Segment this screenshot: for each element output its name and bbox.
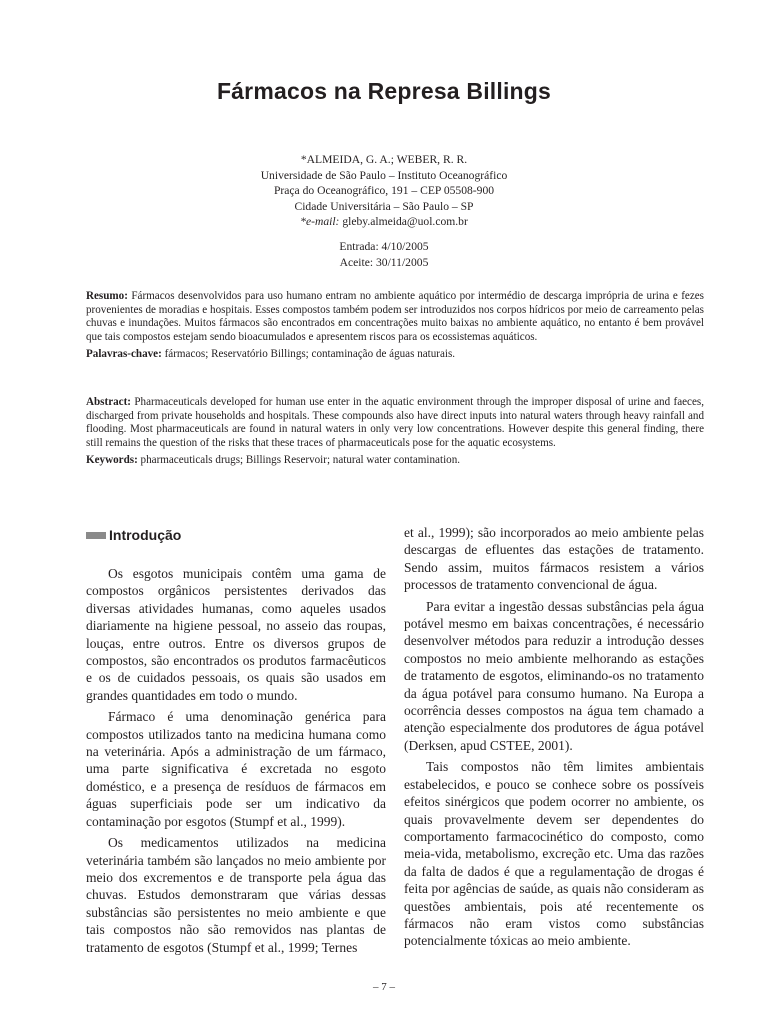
date-accepted: Aceite: 30/11/2005 <box>339 256 429 269</box>
body-paragraph: Para evitar a ingestão dessas substâncias pela água potável mesmo em baixas concentrações, é necessário desenvolver métodos para reduzir a introdução desses compostos no meio ambiente melhorando as estações de tratamento de esgotos, eliminando-os no tratamento da água potável para consumo humano. Na Europa a ocorrência desses compostos na água tem chamado a atenção especialmente dos produtores de água potável (Derksen, apud CSTEE, 2001). <box>404 598 704 753</box>
date-received: Entrada: 4/10/2005 <box>339 240 429 253</box>
palavras-chave <box>86 348 704 362</box>
affiliation-line: Praça do Oceanográfico, 191 – CEP 05508-900 <box>273 184 495 198</box>
section-heading-text: Introdução <box>109 527 182 543</box>
left-column <box>86 565 386 960</box>
section-heading-introducao <box>86 527 181 543</box>
email-line <box>0 214 768 230</box>
affiliation-line: Universidade de São Paulo – Instituto Oceanográfico <box>260 168 508 182</box>
abstract-text: Pharmaceuticals developed for human use enter in the aquatic environment through the improper disposal of urine and faeces, discharged from private households and hospitals. These compounds also have direct inputs into natural waters through heavy rainfall and flooding. Most pharmaceuticals are found in natural waters in only very low concentrations. However despite this general finding, there still remains the question of the risks that these traces of pharmaceuticals pose for the aquatic ecosystems. <box>86 396 704 450</box>
email-label: *e-mail: <box>300 215 340 229</box>
body-paragraph: Os esgotos municipais contêm uma gama de compostos orgânicos persistentes derivados das diversas atividades humanas, como aqueles usados diariamente na higiene pessoal, no asseio das roupas, louças, entre outros. Entre os diversos grupos de compostos, são encontrados os produtos farmacêuticos e os de cuidados pessoais, os quais são usados em grandes quantidades em todo o mundo. <box>86 566 386 703</box>
abstract-section <box>86 396 704 471</box>
abstract-paragraph <box>86 396 704 451</box>
body-paragraph: Os medicamentos utilizados na medicina veterinária também são lançados no meio ambiente por meio dos excrementos e de transporte pela água das chuvas. Estudos demonstraram que várias dessas substâncias são persistentes no meio ambiente e que tais compostos não são removidos nas plantas de tratamento de esgotos (Stumpf et al., 1999; Ternes <box>86 835 386 955</box>
body-paragraph: Tais compostos não têm limites ambientais estabelecidos, e pouco se conhece sobre os possíveis efeitos sinérgicos que podem ocorrer no ambiente, os quais provavelmente devem ser dependentes do comportamento farmacocinético do composto, como meia-vida, metabolismo, excreção etc. Uma das razões da falta de dados é que a regulamentação de drogas é feita por agências de saúde, as quais não consideram as questões ambientais, pois até recentemente os fármacos não eram vistos como substâncias potencialmente tóxicas ao meio ambiente. <box>404 759 704 949</box>
author-affiliation <box>0 152 768 230</box>
resumo-section <box>86 290 704 365</box>
abstract-label: Abstract: <box>86 396 131 408</box>
palavras-chave-text: fármacos; Reservatório Billings; contaminação de águas naturais. <box>164 347 456 360</box>
keywords-label: Keywords: <box>86 453 138 466</box>
keywords-text: pharmaceuticals drugs; Billings Reservoir; natural water contamination. <box>140 453 461 466</box>
keywords <box>86 454 704 468</box>
resumo-text: Fármacos desenvolvidos para uso humano entram no ambiente aquático por intermédio de descarga imprópria de urina e fezes provenientes de moradias e hospitais. Esses compostos também podem ser introduzidos nos corpos hídricos por meio de carreamento pelas chuvas e inundações. Muitos fármacos são encontrados em concentrações muito baixas no ambiente aquático, no entanto é bem provável que tais compostos estejam sendo bioacumulados e apresentem riscos para os ecossistemas aquáticos. <box>86 290 705 344</box>
body-paragraph: et al., 1999); são incorporados ao meio ambiente pelas descargas de efluentes das estações de tratamento. Sendo assim, muitos fármacos resistem a vários processos de tratamento convencional de água. <box>404 525 704 593</box>
body-paragraph: Fármaco é uma denominação genérica para compostos utilizados tanto na medicina humana como na veterinária. Após a administração de um fármaco, uma parte significativa é excretada no esgoto doméstico, e a presença de resíduos de fármacos em águas superficiais pode ser um indicativo da contaminação por esgotos (Stumpf et al., 1999). <box>86 709 386 829</box>
submission-dates <box>0 239 768 271</box>
page-number: – 7 – <box>373 981 395 993</box>
resumo-paragraph <box>86 290 704 345</box>
email-address: gleby.almeida@uol.com.br <box>342 215 468 229</box>
page-title: Fármacos na Represa Billings <box>216 78 552 104</box>
heading-bar-decoration <box>86 532 106 539</box>
right-column <box>404 524 704 954</box>
resumo-label: Resumo: <box>86 290 128 302</box>
authors: *ALMEIDA, G. A.; WEBER, R. R. <box>300 153 468 166</box>
affiliation-line: Cidade Universitária – São Paulo – SP <box>294 199 474 213</box>
palavras-chave-label: Palavras-chave: <box>86 347 162 360</box>
